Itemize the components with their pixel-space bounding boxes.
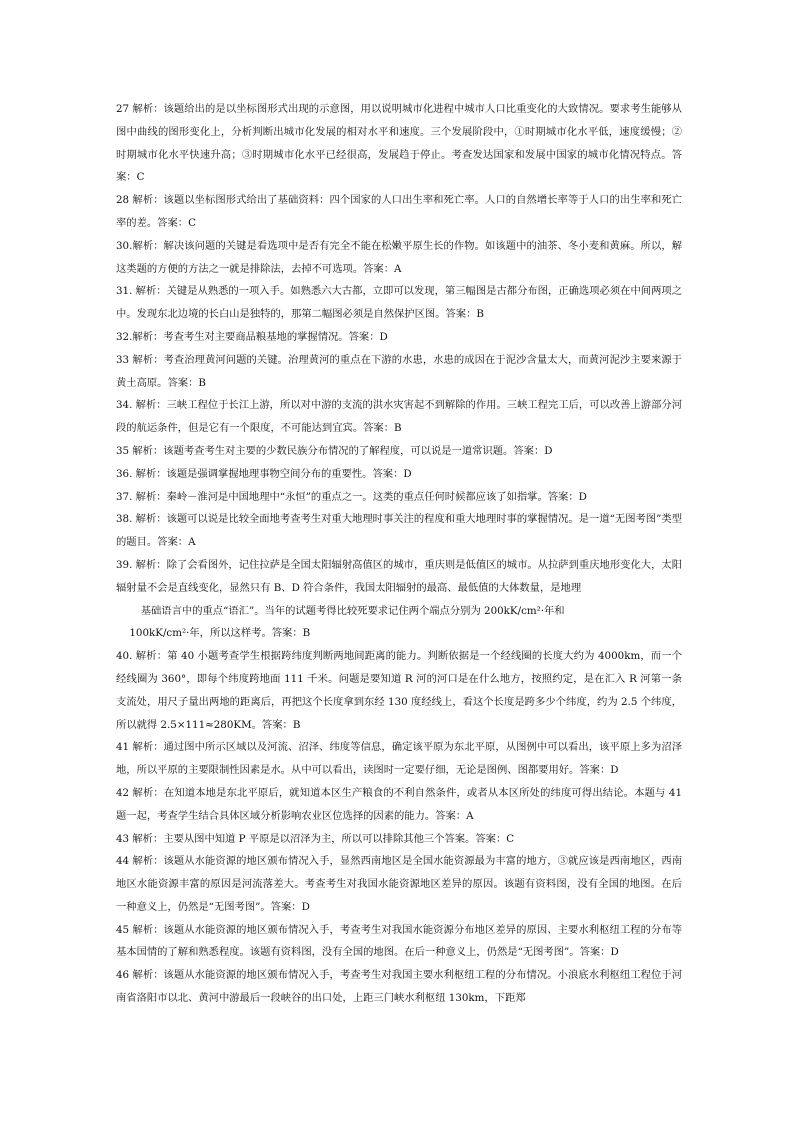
explanation-43: 43 解析：主要从图中知道 P 平原是以沼泽为主，所以可以排除其他三个答案。答案：C xyxy=(116,832,515,845)
explanation-41: 41 解析：通过图中所示区域以及河流、沼泽、纬度等信息，确定该平原为东北平原，从图例中可以看出，该平原上多为沼泽地，所以平原的主要限制性因素是水。从中可以看出，读图时一定要仔细，无论是图例、图都要用好。答案：D xyxy=(116,741,682,777)
explanation-30: 30.解析：解决该问题的关键是看选项中是否有完全不能在松嫩平原生长的作物。如该题中的油茶、冬小麦和黄麻。所以，解这类题的方便的方法之一就是排除法，去掉不可选项。答案：A xyxy=(116,239,682,275)
explanation-46: 46 解析：该题从水能资源的地区颁布情况入手，考查考生对我国主要水利枢纽工程的分布情况。小浪底水利枢纽工程位于河南省洛阳市以北、黄河中游最后一段峡谷的出口处，上距三门峡水利枢纽 130km，下距郑 xyxy=(116,969,682,1005)
explanation-44: 44 解析：该题从水能资源的地区颁布情况入手，显然西南地区是全国水能资源最为丰富的地方，③就应该是西南地区，西南地区水能资源丰富的原因是河流落差大。考查考生对我国水能资源地区差异的原因。该题有资料图，没有全国的地图。在后一种意义上，仍然是“无图考图”。答案：D xyxy=(116,855,682,913)
explanation-39: 39. 解析：除了会看图外，记住拉萨是全国太阳辐射高值区的城市，重庆则是低值区的城市。从拉萨到重庆地形变化大，太阳辐射量不会是直线变化，显然只有 B、D 符合条件，我国太阳辐射的最高、最低值的大体数量，是地理 xyxy=(116,558,682,594)
explanation-39-end: 100kK/cm²·年，所以这样考。答案：B xyxy=(129,627,311,640)
explanation-32: 32.解析：考查考生对主要商品粮基地的掌握情况。答案：D xyxy=(116,330,388,343)
explanation-28: 28 解析：该题以坐标图形式给出了基础资料：四个国家的人口出生率和死亡率。人口的自然增长率等于人口的出生率和死亡率的差。答案：C xyxy=(116,194,682,229)
explanation-40: 40. 解析：第 40 小题考查学生根据跨纬度判断两地间距离的能力。判断依据是一个经线圈的长度大约为 4000km，而一个经线圈为 360°，即每个纬度跨地面 111 千米。问题是要知道 R 河的河口是在什么地方，按照约定，是在汇入 R 河第一条支流处，用尺子量出两地的距离后，再把这个长度拿到东经 130 度经线上，看这个长度是跨多少个纬度，约为 2.5 个纬度，所以就得 2.5×111≈280KM。答案：B xyxy=(116,650,682,731)
explanation-27: 27 解析：该题给出的是以坐标图形式出现的示意图，用以说明城市化进程中城市人口比重变化的大致情况。要求考生能够从图中曲线的图形变化上，分析判断出城市化发展的相对水平和速度。三个发展阶段中，①时期城市化水平低，速度缓慢；②时期城市化水平快速升高；③时期城市化水平已经很高，发展趋于停止。考查发达国家和发展中国家的城市化情况特点。答案：C xyxy=(116,103,682,184)
answer-explanations xyxy=(116,98,682,1010)
explanation-39-continued: 基础语言中的重点“语汇”。当年的试题考得比较死要求记住两个端点分别为 200kK/cm²·年和 xyxy=(140,604,565,617)
explanation-31: 31. 解析：关键是从熟悉的一项入手。如熟悉六大古都，立即可以发现，第三幅图是古都分布图，正确选项必须在中间两项之中。发现东北边境的长白山是独特的，那第二幅图必须是自然保护区图。答案：B xyxy=(116,285,682,321)
explanation-38: 38. 解析：该题可以说是比较全面地考查考生对重大地理时事关注的程度和重大地理时事的掌握情况。是一道“无图考图”类型的题目。答案：A xyxy=(116,513,682,549)
explanation-36: 36. 解析：该题是强调掌握地理事物空间分布的重要性。答案：D xyxy=(116,467,412,480)
explanation-45: 45 解析：该题从水能资源的地区颁布情况入手，考查考生对我国水能资源分布地区差异的原因、主要水利枢纽工程的分布等基本国情的了解和熟悉程度。该题有资料图，没有全国的地图。在后一种意义上，仍然是“无图考图”。答案：D xyxy=(116,923,682,959)
explanation-34: 34. 解析：三峡工程位于长江上游，所以对中游的支流的洪水灾害起不到解除的作用。三峡工程完工后，可以改善上游部分河段的航运条件，但是它有一个限度，不可能达到宜宾。答案：B xyxy=(116,399,682,435)
explanation-42: 42 解析：在知道本地是东北平原后，就知道本区生产粮食的不利自然条件，或者从本区所处的纬度可得出结论。本题与 41 题一起，考查学生结合具体区域分析影响农业区位选择的因素的能力。答案：A xyxy=(116,786,682,822)
explanation-37: 37. 解析：秦岭－淮河是中国地理中“永恒”的重点之一。这类的重点任何时候都应该了如指掌。答案：D xyxy=(116,490,587,503)
explanation-35: 35 解析：该题考查考生对主要的少数民族分布情况的了解程度，可以说是一道常识题。答案：D xyxy=(116,444,553,457)
explanation-33: 33 解析：考查治理黄河问题的关键。治理黄河的重点在下游的水患，水患的成因在于泥沙含量太大，而黄河泥沙主要来源于黄土高原。答案：B xyxy=(116,353,682,389)
